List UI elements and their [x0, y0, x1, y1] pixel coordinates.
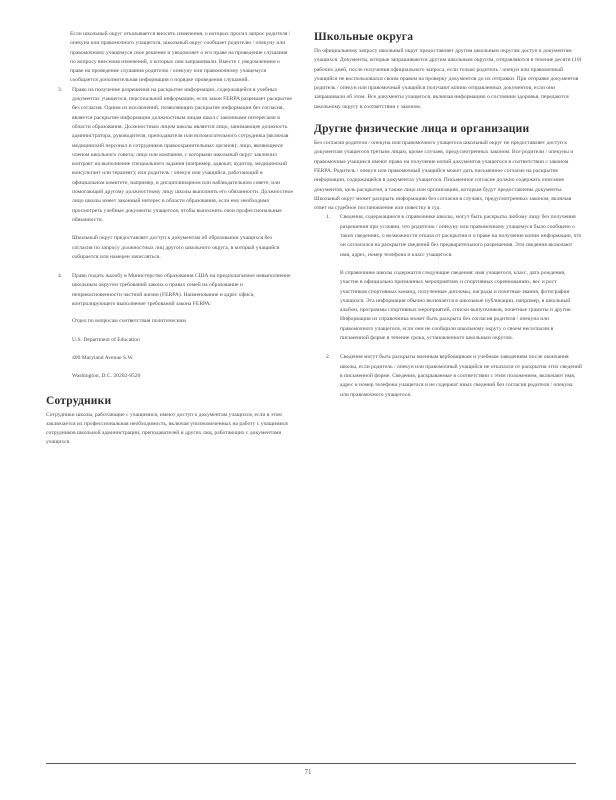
item-3-paragraph: Право на получение разрешения на раскрытие информации, содержащейся в учебных документах учащегося, персональной информации, если закон FERPA разрешает раскрытие без согласия. Одним из исключений, позволяющих раскрытие информации без согласия, является раскрытие информации должностным лицам школ с законными интересами в области образования. Должностным лицом школы является лицо, занимающее должность администратора, руководителя, преподавателя или вспомогательного сотрудника (включая медицинский персонал и сотрудников правоохранительных органов); лицо, являющееся членом школьного совета; лицо или компания, с которыми школьный округ заключил контракт на выполнение специального задания (например, адвокат, аудитор, медицинский консультант или терапевт); или родитель / опекун или учащийся, работающий в официальном комитете, например, в дисциплинарном или наблюдательном совете, или помогающий другому должностному лицу школы выполнять его обязанности. Должностное лицо школы имеет законный интерес в области образования, если ему необходимо просмотреть учебные документы учащегося, чтобы выполнить свои профессиональные обязанности.	[72, 86, 294, 223]
right-column	[314, 30, 582, 400]
list-item	[314, 213, 582, 343]
directory-info-paragraph: Сведения, содержащиеся в справочнике школы, могут быть раскрыты любому лицу без получения разрешения при условии, что родителю / опекуну или правомочному учащемуся было сообщено о таких сведениях, о возможности отказа от раскрытия и о праве на получение копии информации, что он согласился на раскрытие сведений без предварительного разрешения. Эти сведения включают имя, адрес, номер телефона и класс учащегося.	[340, 214, 582, 258]
list-number: 1.	[326, 214, 331, 221]
address-line: Отдел по вопросам соответствия политическим	[72, 318, 186, 325]
list-item	[314, 353, 582, 399]
list-number: 4.	[58, 273, 63, 280]
directory-contents-paragraph: В справочнике школы содержатся следующие сведения: имя учащегося, класс, дата рождения, участие в официально признанных мероприятиях и спортивных соревнованиях, вес и рост участников спортивных команд, полученные дипломы, награды и почетные звания, фотографии учащихся. Эта информация обычно включается в школьные публикации, например, в школьный альбом, программы спортивных мероприятий, списки выпускников, почетные грамоты и другие. Информация из справочника может быть раскрыта без согласия родителя / опекуна или правомочного учащегося, если они не сообщили школьному округу о своем несогласии в письменной форме в течение срока, установленного школьным округом.	[340, 269, 572, 342]
school-districts-paragraph: По официальному запросу школьный округ предоставляет другим школьным округам доступ к документам учащихся. Документы, которые запрашиваются другим школьным округом, отправляются в течение десяти (10) рабочих дней, после получения официального запроса, если только родитель / опекун или правомочный учащийся не воспользовался своим правом на проверку документов до их отправки. При отправке документов родитель / опекун или правомочный учащийся получают копию отправленных документов, если они запрашивали об этом. Все документы учащегося, включая информацию о состоянии здоровья, передаются школьному округу в соответствии с законом.	[314, 48, 582, 110]
page-number: 71	[304, 768, 312, 776]
other-parties-heading: Другие физические лица и организации	[314, 123, 530, 136]
address-line: Washington, D.C. 20202-8520	[72, 373, 141, 380]
staff-paragraph: Сотрудники школы, работающие с учащимися, имеют доступ к документам учащихся, если в этом заключается их профессиональная необходимость, включая уполномоченных на работу с учащимися сотрудников школьной администрации, преподавателей и других лиц, работающих с документами учащихся.	[46, 411, 288, 446]
military-recruiters-paragraph: Сведения могут быть раскрыты военным вербовщикам и учебным заведениям после окончания школы, если родитель / опекун или правомочный учащийся не отказался от раскрытия этих сведений в письменной форме. Сведения, раскрываемые в соответствии с этим положением, включают имя, адрес и номер телефона учащегося и не содержат иных сведений без согласия родителя / опекуна или правомочного учащегося.	[340, 354, 582, 398]
list-item	[46, 86, 294, 262]
address-line: U.S. Department of Education	[72, 336, 140, 343]
other-parties-paragraph: Без согласия родителя / опекуна или правомочного учащегося школьный округ не предоставляет доступ к документам учащегося третьим лицам, кроме случаев, предусмотренных законом. Все родители / опекуны и правомочные учащиеся имеют право на получение копий документов учащегося в соответствии с законом FERPA. Родитель / опекун или правомочный учащийся может дать письменное согласие на раскрытие информации, содержащейся в документах учащегося. Письменное согласие должно содержать описание документов, цель раскрытия, а также лицо или организацию, которым будут предоставлены документы. Школьный округ может раскрыть информацию без согласия в случаях, предусмотренных законом, включая ответ на судебное постановление или повестку в суд.	[314, 140, 574, 212]
item-3-transfer-paragraph: Школьный округ предоставляет доступ к документам об образовании учащихся без согласия по запросу должностных лиц другого школьного округа, в который учащийся собирается или намерен зачисляться.	[72, 235, 280, 260]
address-line: 400 Maryland Avenue S.W.	[72, 354, 134, 361]
list-number: 2.	[326, 354, 331, 361]
footer-divider	[46, 763, 576, 764]
staff-heading: Сотрудники	[46, 394, 112, 407]
ferpa-office-address	[72, 317, 294, 381]
list-item	[46, 272, 294, 381]
rights-list-left	[46, 86, 294, 382]
school-districts-heading: Школьные округа	[314, 31, 414, 43]
item-4-paragraph: Право подать жалобу в Министерство образования США на предполагаемое невыполнение школьным округом требований закона о правах семей на образование и неприкосновенности частной жизни (FERPA). Наименование и адрес офиса, контролирующего выполнение требований закона FERPA:	[72, 273, 291, 308]
left-column	[46, 30, 294, 448]
hearing-intro-paragraph: Если школьный округ отказывается вносить изменения, о которых просил запрос родителя / опекуна или правомочного учащегося, школьный округ сообщает родителю / опекуну или правомочному учащемуся свое решение и уведомляет о его праве на проведение слушания по вопросу внесения изменений, о которых они запрашивали. Вместе с уведомлением о праве на проведение слушания родителю / опекуну или правомочному учащемуся сообщается дополнительная информация о порядке проведения слушаний.	[70, 31, 291, 84]
rights-list-right	[314, 213, 582, 399]
list-number: 3.	[58, 86, 63, 93]
